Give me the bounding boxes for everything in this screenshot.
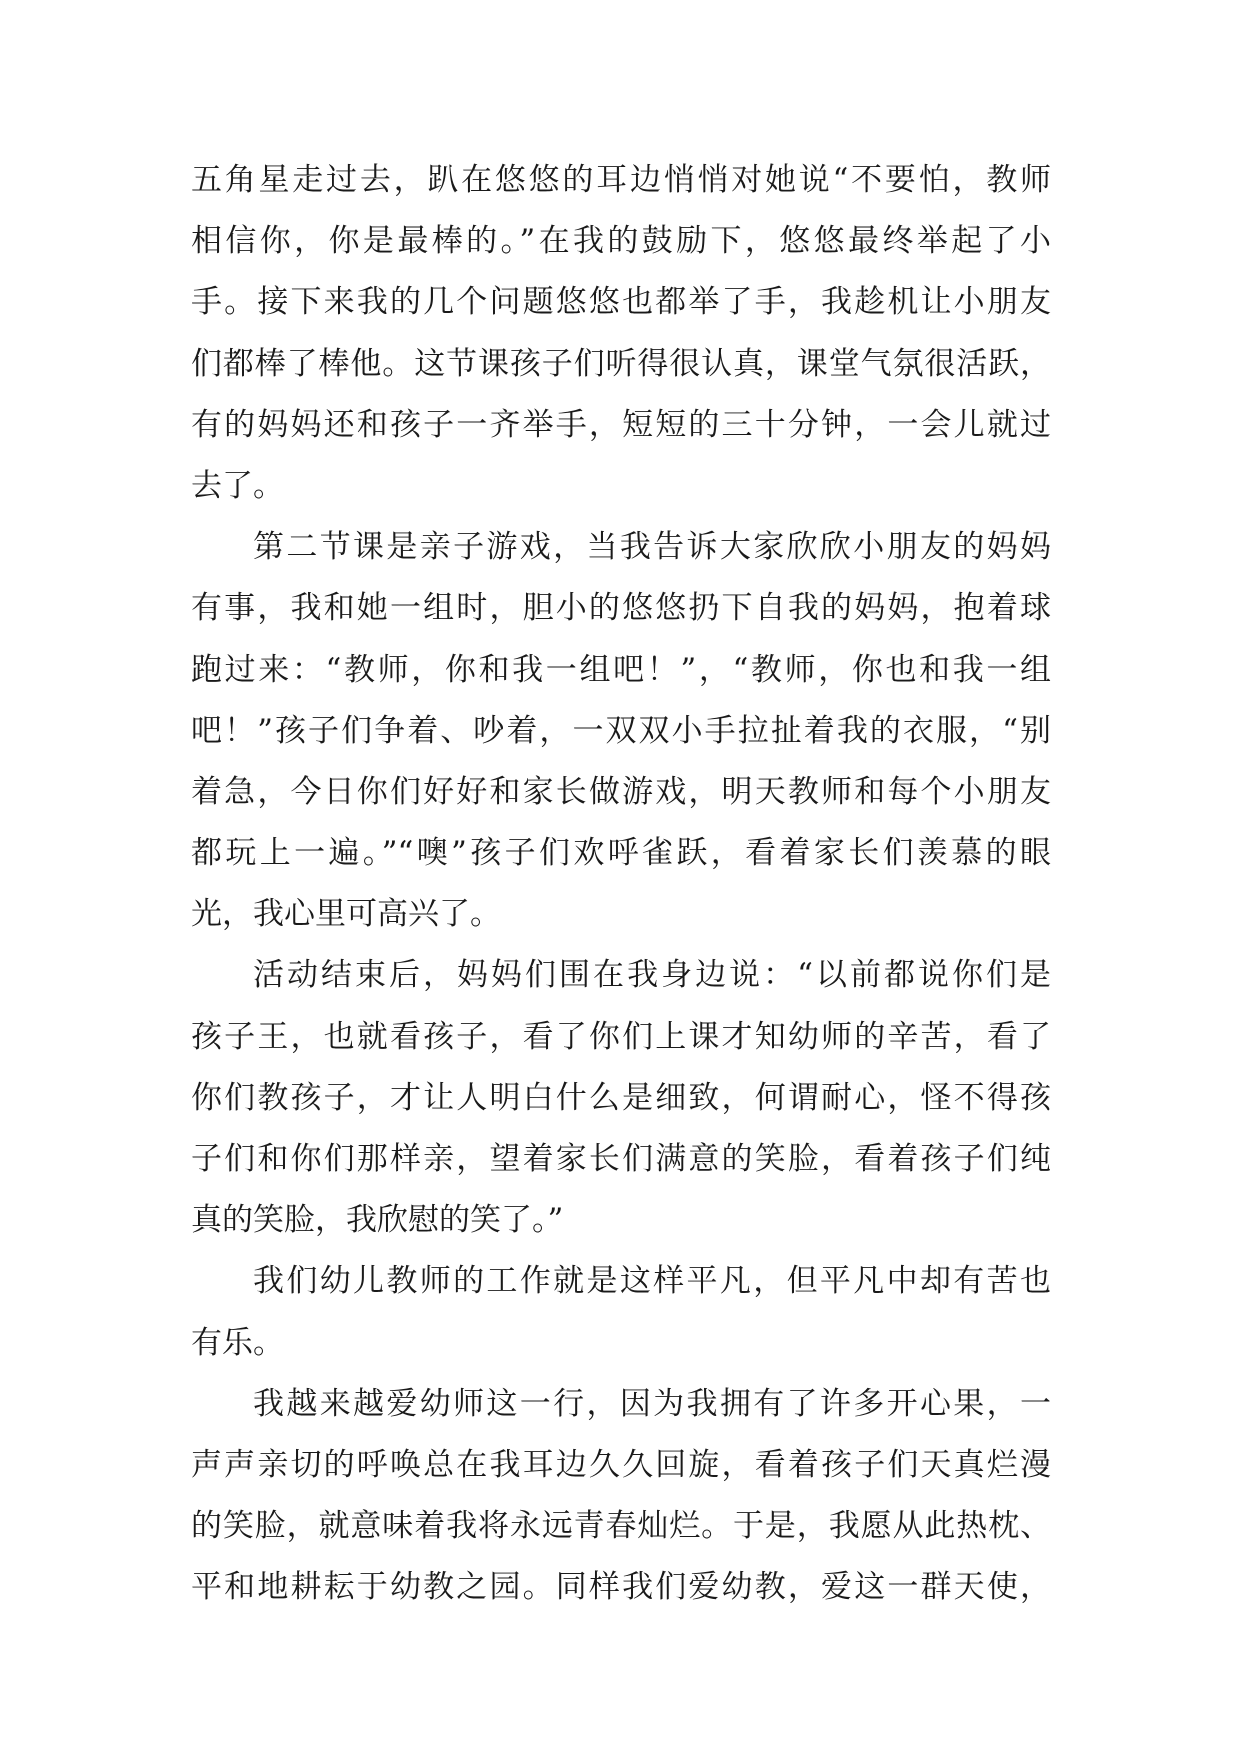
text-line: 声声亲切的呼唤总在我耳边久久回旋，看着孩子们天真烂漫 bbox=[191, 1446, 1051, 1483]
text-line: 光，我心里可高兴了。 bbox=[191, 896, 501, 933]
text-line: 去了。 bbox=[191, 467, 284, 504]
text-line: 有的妈妈还和孩子一齐举手，短短的三十分钟，一会儿就过 bbox=[191, 406, 1051, 443]
text-line: 相信你，你是最棒的。”在我的鼓励下，悠悠最终举起了小 bbox=[191, 223, 1051, 260]
text-line: 有乐。 bbox=[191, 1324, 284, 1361]
document-page bbox=[191, 150, 1051, 1619]
text-line: 跑过来：“教师，你和我一组吧！”，“教师，你也和我一组 bbox=[191, 651, 1051, 688]
text-line: 我越来越爱幼师这一行，因为我拥有了许多开心果，一 bbox=[253, 1385, 1051, 1422]
text-line: 五角星走过去，趴在悠悠的耳边悄悄对她说“不要怕，教师 bbox=[191, 162, 1051, 198]
text-line: 子们和你们那样亲，望着家长们满意的笑脸，看着孩子们纯 bbox=[191, 1141, 1051, 1177]
text-line: 第二节课是亲子游戏，当我告诉大家欣欣小朋友的妈妈 bbox=[253, 529, 1051, 566]
text-line: 的笑脸，就意味着我将永远青春灿烂。于是，我愿从此热枕、 bbox=[191, 1508, 1051, 1545]
text-line: 吧！”孩子们争着、吵着，一双双小手拉扯着我的衣服，“别 bbox=[191, 712, 1051, 749]
text-line: 孩子王，也就看孩子，看了你们上课才知幼师的辛苦，看了 bbox=[191, 1018, 1051, 1055]
text-line: 你们教孩子，才让人明白什么是细致，何谓耐心，怪不得孩 bbox=[191, 1079, 1051, 1116]
text-line: 手。接下来我的几个问题悠悠也都举了手，我趁机让小朋友 bbox=[191, 284, 1051, 321]
text-line: 我们幼儿教师的工作就是这样平凡，但平凡中却有苦也 bbox=[253, 1263, 1051, 1300]
text-line: 们都棒了棒他。这节课孩子们听得很认真，课堂气氛很活跃， bbox=[191, 345, 1051, 382]
text-line: 平和地耕耘于幼教之园。同样我们爱幼教，爱这一群天使， bbox=[191, 1569, 1051, 1606]
text-line: 都玩上一遍。”“噢”孩子们欢呼雀跃，看着家长们羡慕的眼 bbox=[191, 835, 1051, 872]
text-line: 着急，今日你们好好和家长做游戏，明天教师和每个小朋友 bbox=[191, 773, 1051, 810]
text-line: 有事，我和她一组时，胆小的悠悠扔下自我的妈妈，抱着球 bbox=[191, 590, 1051, 627]
text-line: 活动结束后，妈妈们围在我身边说：“以前都说你们是 bbox=[253, 957, 1051, 994]
text-line: 真的笑脸，我欣慰的笑了。” bbox=[191, 1202, 564, 1239]
